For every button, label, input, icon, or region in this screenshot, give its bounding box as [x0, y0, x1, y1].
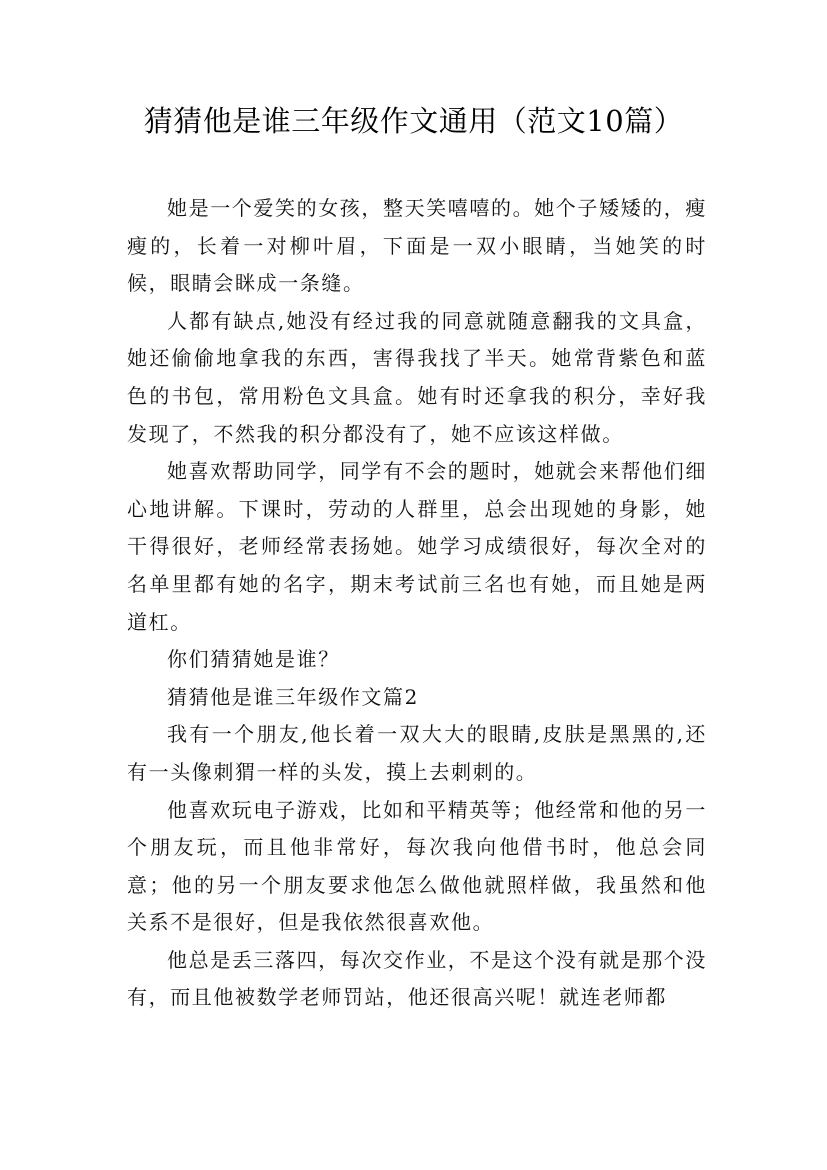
paragraph: 她是一个爱笑的女孩，整天笑嘻嘻的。她个子矮矮的，瘦瘦的，长着一对柳叶眉，下面是一双小眼睛，当她笑的时候，眼睛会眯成一条缝。: [127, 196, 707, 296]
document-title: 猜猜他是谁三年级作文通用（范文10篇）: [143, 104, 684, 138]
section-heading: 猜猜他是谁三年级作文篇2: [167, 684, 419, 709]
paragraph: 她喜欢帮助同学，同学有不会的题时，她就会来帮他们细心地讲解。下课时，劳动的人群里，总会出现她的身影，她干得很好，老师经常表扬她。她学习成绩很好，每次全对的名单里都有她的名字，期末考试前三名也有她，而且她是两道杠。: [127, 459, 707, 634]
document-body: [127, 190, 707, 1017]
paragraph: 我有一个朋友,他长着一双大大的眼睛,皮肤是黑黑的,还有一头像刺猬一样的头发，摸上去刺刺的。: [127, 722, 707, 784]
paragraph: 他总是丢三落四，每次交作业，不是这个没有就是那个没有，而且他被数学老师罚站，他还很高兴呢！就连老师都: [127, 947, 707, 1010]
paragraph: 他喜欢玩电子游戏，比如和平精英等；他经常和他的另一个朋友玩，而且他非常好，每次我向他借书时，他总会同意；他的另一个朋友要求他怎么做他就照样做，我虽然和他关系不是很好，但是我依然很喜欢他。: [127, 797, 707, 935]
paragraph: 你们猜猜她是谁？: [167, 647, 340, 672]
paragraph: 人都有缺点,她没有经过我的同意就随意翻我的文具盒，她还偷偷地拿我的东西，害得我找了半天。她常背紫色和蓝色的书包，常用粉色文具盒。她有时还拿我的积分，幸好我发现了，不然我的积分都没有了，她不应该这样做。: [127, 308, 707, 446]
